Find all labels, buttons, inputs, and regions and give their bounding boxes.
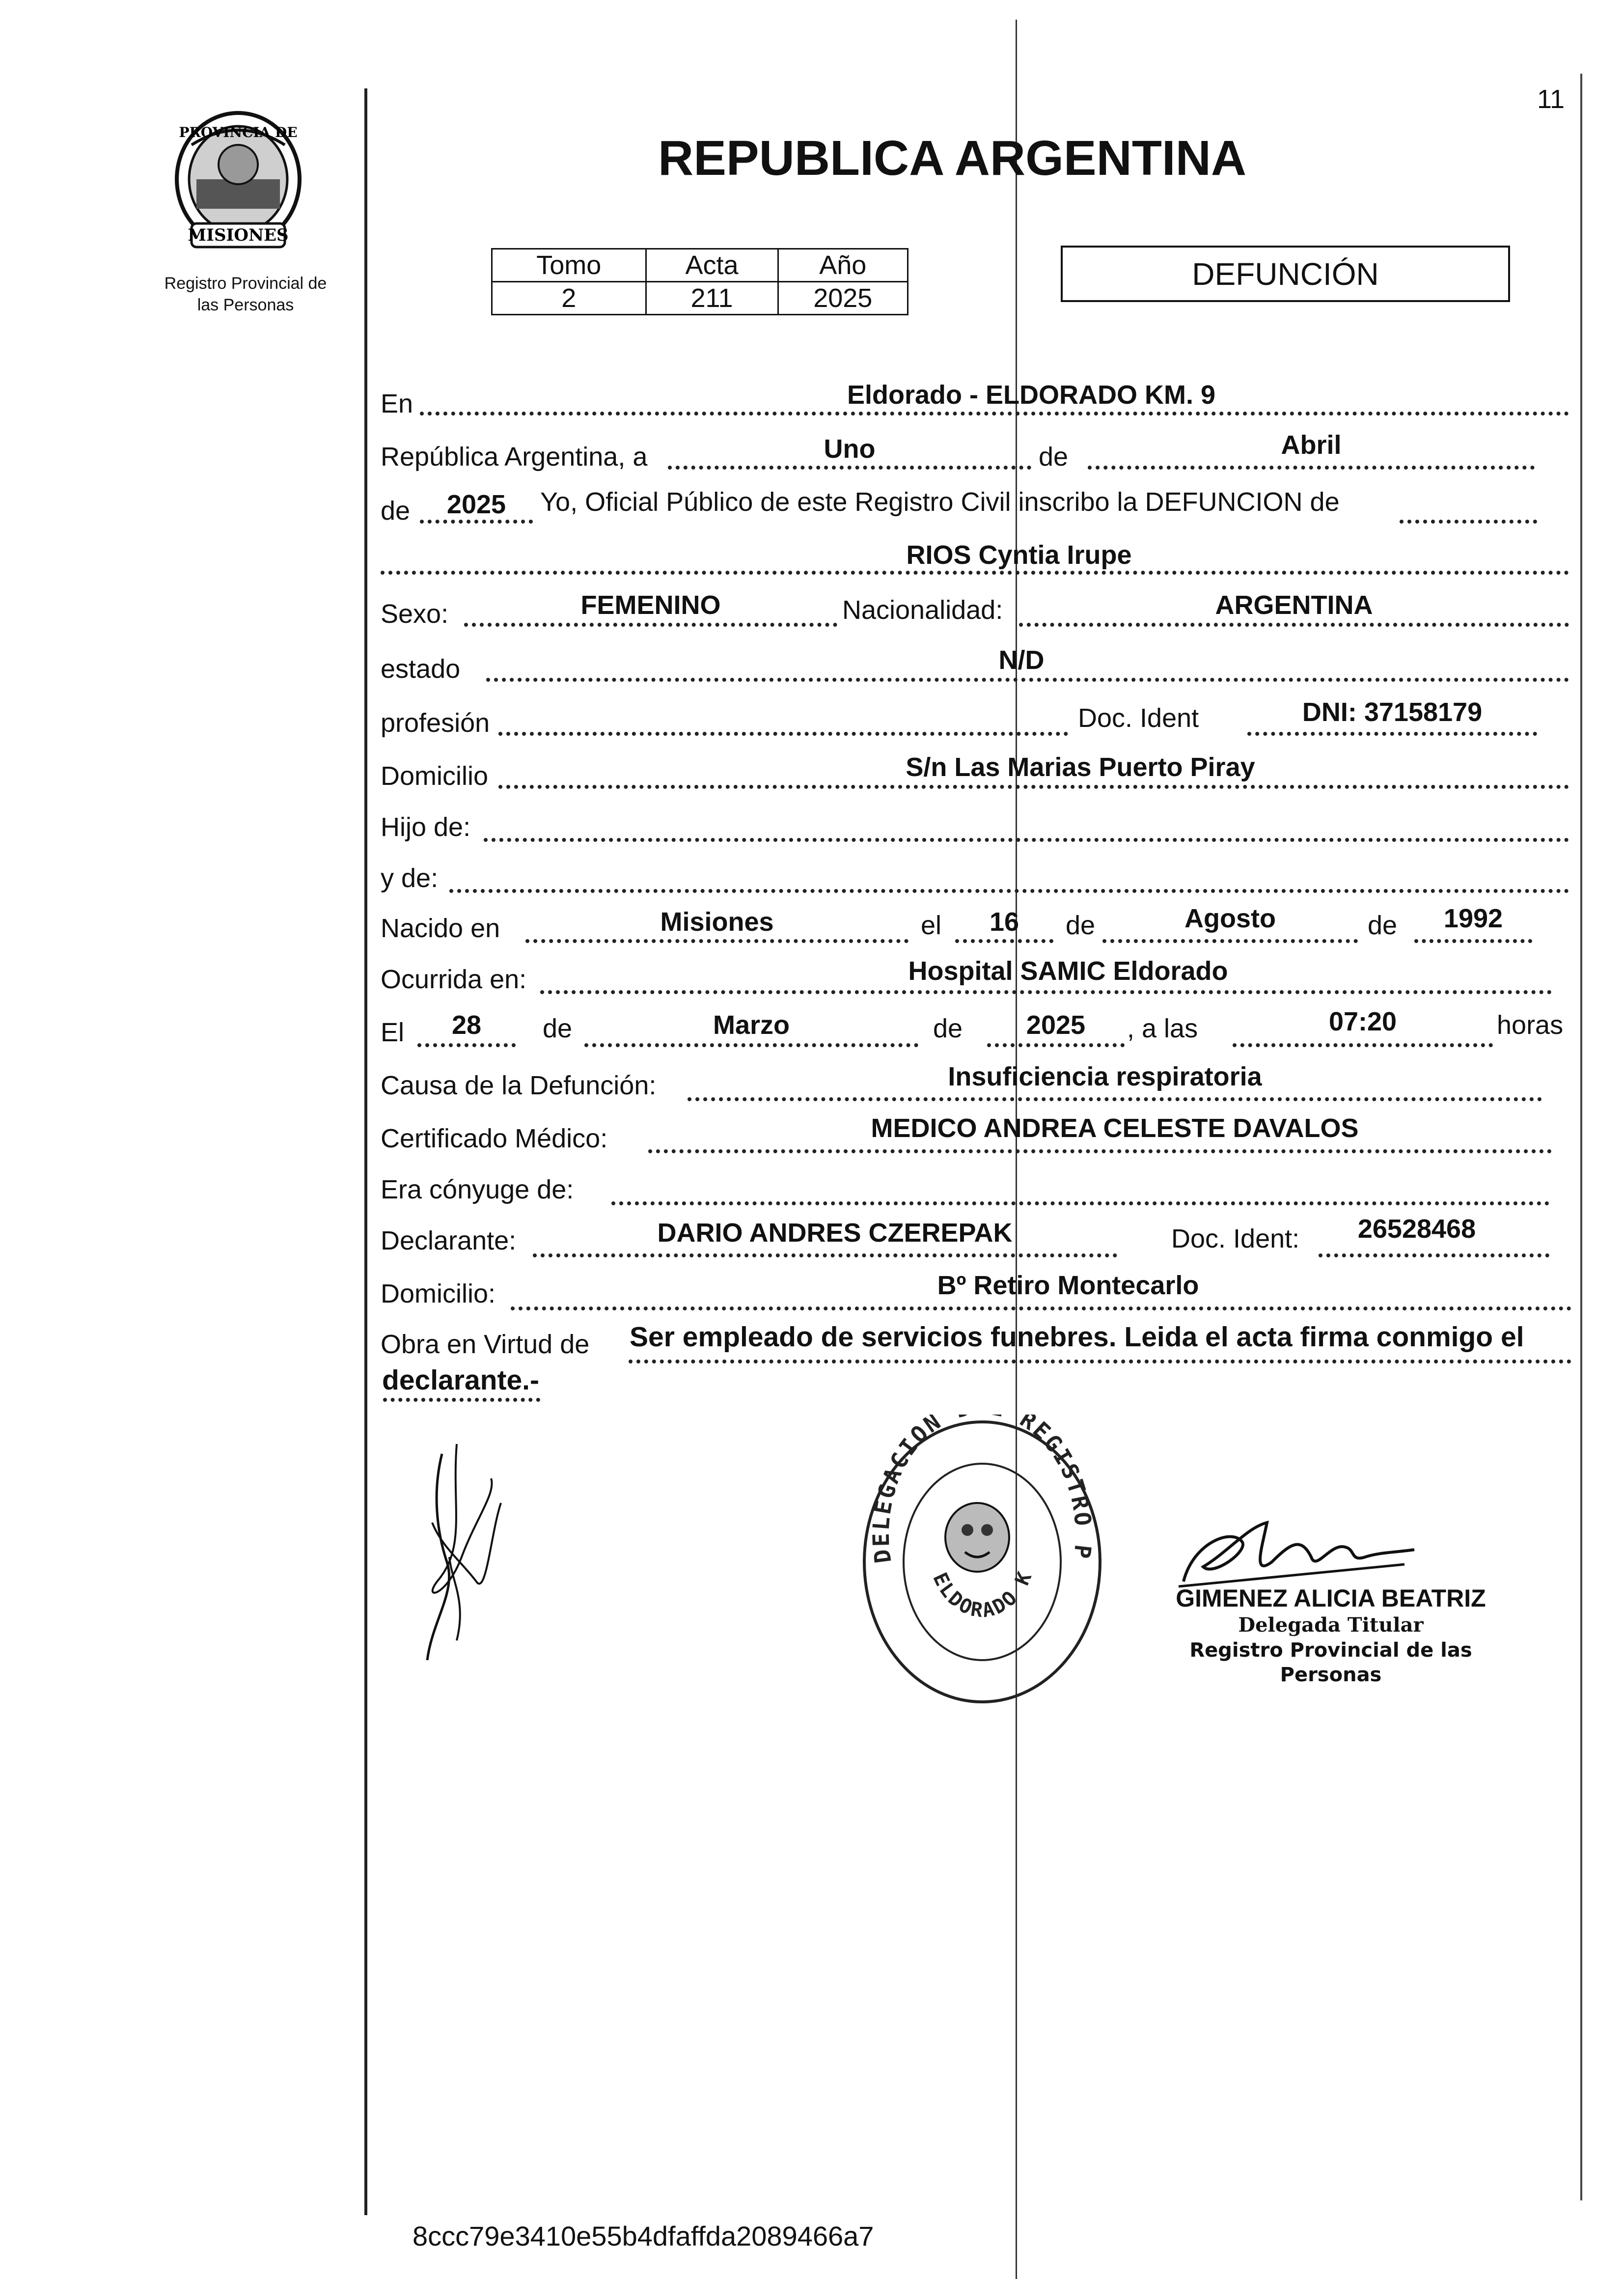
record-table-values [492, 282, 908, 315]
registry-name [142, 273, 349, 316]
registry-seal [854, 1415, 1110, 1709]
dots-en [420, 412, 1569, 416]
record-table [491, 248, 908, 315]
dots-nacido [525, 939, 908, 943]
label-nacionalidad: Nacionalidad: [842, 595, 1003, 625]
value-doc: DNI: 37158179 [1302, 697, 1483, 727]
dots-def-mes [584, 1043, 918, 1047]
label-profesion: profesión [381, 708, 490, 738]
value-obra-line2: declarante.- [382, 1364, 539, 1396]
label-nac-de2: de [1368, 911, 1398, 940]
value-hora: 07:20 [1328, 1007, 1397, 1036]
footer-hash: 8ccc79e3410e55b4dfaffda2089466a7 [413, 2221, 874, 2251]
seal-outer-text: DELEGACION REGISTRO P [867, 1415, 1097, 1565]
dots-estado [486, 678, 1569, 682]
record-type: DEFUNCIÓN [1192, 256, 1379, 292]
header-anio: Año [778, 249, 908, 282]
logo-text-bottom: MISIONES [188, 225, 289, 245]
label-def-de2: de [933, 1014, 963, 1043]
value-ocurrida: Hospital SAMIC Eldorado [908, 956, 1228, 986]
label-doc2: Doc. Ident: [1171, 1224, 1300, 1253]
label-en: En [381, 389, 413, 418]
left-margin-line [364, 88, 367, 2215]
dots-hijo [484, 838, 1569, 842]
value-nombre: RIOS Cyntia Irupe [906, 540, 1132, 570]
dots-profesion [498, 732, 1068, 736]
dots-doc2 [1319, 1253, 1549, 1257]
logo-text-top: PROVINCIA DE [179, 124, 298, 140]
value-dia: Uno [824, 434, 876, 464]
record-table-header [492, 249, 908, 282]
label-ocurrida: Ocurrida en: [381, 965, 527, 994]
label-conyuge: Era cónyuge de: [381, 1175, 574, 1204]
dots-def-anio [987, 1043, 1125, 1047]
label-horas: horas [1497, 1010, 1564, 1040]
label-yde: y de: [381, 863, 439, 893]
label-certificado: Certificado Médico: [381, 1124, 608, 1153]
header-tomo: Tomo [492, 249, 646, 282]
registry-name-line1: Registro Provincial de [164, 274, 327, 293]
dots-nac-mes [1102, 939, 1358, 943]
label-domicilio2: Domicilio: [381, 1279, 496, 1308]
dots-oficial [1400, 520, 1537, 524]
dots-domicilio2 [511, 1306, 1571, 1310]
label-def-de: de [543, 1014, 573, 1043]
value-anio: 2025 [446, 490, 506, 519]
dots-conyuge [611, 1201, 1549, 1205]
value-nac-anio: 1992 [1443, 904, 1503, 933]
dots-hora [1233, 1043, 1493, 1047]
label-domicilio: Domicilio [381, 761, 489, 791]
dots-declarante [533, 1253, 1117, 1257]
dots-nacionalidad [1019, 623, 1569, 627]
dots-sexo [464, 623, 837, 627]
label-sexo: Sexo: [381, 599, 449, 629]
value-nac-mes: Agosto [1184, 904, 1276, 933]
dots-yde [449, 889, 1569, 893]
officer-name: GIMENEZ ALICIA BEATRIZ [1176, 1584, 1486, 1612]
label-el: el [921, 911, 942, 940]
dots-obra [629, 1360, 1571, 1363]
value-sexo: FEMENINO [580, 590, 721, 620]
value-nacionalidad: ARGENTINA [1215, 590, 1373, 620]
label-nacido: Nacido en [381, 914, 500, 943]
value-acta: 211 [646, 282, 778, 315]
right-margin-line [1580, 74, 1582, 2200]
label-obra: Obra en Virtud de [381, 1330, 590, 1359]
record-type-box [1061, 246, 1510, 302]
label-oficial: Yo, Oficial Público de este Registro Civil inscribo la DEFUNCION de [540, 487, 1340, 517]
dots-certificado [648, 1149, 1552, 1153]
seal-inner-text: ELDORADO K [928, 1567, 1037, 1622]
value-domicilio: S/n Las Marias Puerto Piray [906, 752, 1255, 782]
label-alas: , a las [1127, 1014, 1198, 1043]
dots-nombre [381, 571, 1569, 575]
value-def-anio: 2025 [1026, 1010, 1086, 1040]
dots-mes [1088, 466, 1535, 470]
value-obra-line1: Ser empleado de servicios funebres. Leida el acta firma conmigo el [630, 1321, 1524, 1353]
dots-domicilio [498, 785, 1569, 789]
province-logo [162, 106, 314, 258]
label-de2: de [381, 496, 411, 526]
dots-doc [1247, 732, 1537, 736]
officer-role: Delegada Titular [1238, 1613, 1424, 1637]
officer-org: Registro Provincial de las Personas [1189, 1639, 1472, 1686]
dots-nac-dia [955, 939, 1053, 943]
dots-obra2 [383, 1398, 540, 1402]
dots-anio [420, 520, 533, 524]
value-domicilio2: Bº Retiro Montecarlo [937, 1271, 1199, 1300]
value-tomo: 2 [492, 282, 646, 315]
registry-name-line2: las Personas [197, 296, 294, 314]
label-hijo: Hijo de: [381, 812, 471, 842]
value-nac-dia: 16 [989, 907, 1019, 937]
label-causa: Causa de la Defunción: [381, 1071, 657, 1100]
value-declarante: DARIO ANDRES CZEREPAK [657, 1218, 1013, 1248]
value-anio: 2025 [778, 282, 908, 315]
header-acta: Acta [646, 249, 778, 282]
value-certificado: MEDICO ANDREA CELESTE DAVALOS [871, 1113, 1359, 1143]
dots-causa [688, 1097, 1542, 1101]
value-def-mes: Marzo [713, 1010, 790, 1040]
dots-ocurrida [540, 990, 1552, 994]
page-title: REPUBLICA ARGENTINA [658, 131, 1247, 186]
page-number: 11 [1537, 84, 1565, 114]
officer-stamp [1144, 1584, 1517, 1687]
label-republica: República Argentina, a [381, 442, 648, 472]
label-El: El [381, 1018, 405, 1047]
dots-def-dia [417, 1043, 516, 1047]
label-nac-de: de [1066, 911, 1096, 940]
value-def-dia: 28 [451, 1010, 482, 1040]
value-mes: Abril [1281, 430, 1342, 460]
value-estado: N/D [998, 645, 1045, 675]
declarant-signature [403, 1434, 530, 1670]
label-doc: Doc. Ident [1078, 703, 1199, 733]
officer-signature [1169, 1508, 1424, 1596]
label-declarante: Declarante: [381, 1226, 517, 1255]
dots-nac-anio [1414, 939, 1532, 943]
label-estado: estado [381, 654, 461, 684]
dots-dia [668, 466, 1031, 470]
value-causa: Insuficiencia respiratoria [948, 1062, 1262, 1091]
label-de: de [1039, 442, 1069, 472]
value-nacido: Misiones [660, 907, 774, 937]
value-doc2: 26528468 [1357, 1214, 1476, 1244]
value-en: Eldorado - ELDORADO KM. 9 [847, 380, 1215, 410]
